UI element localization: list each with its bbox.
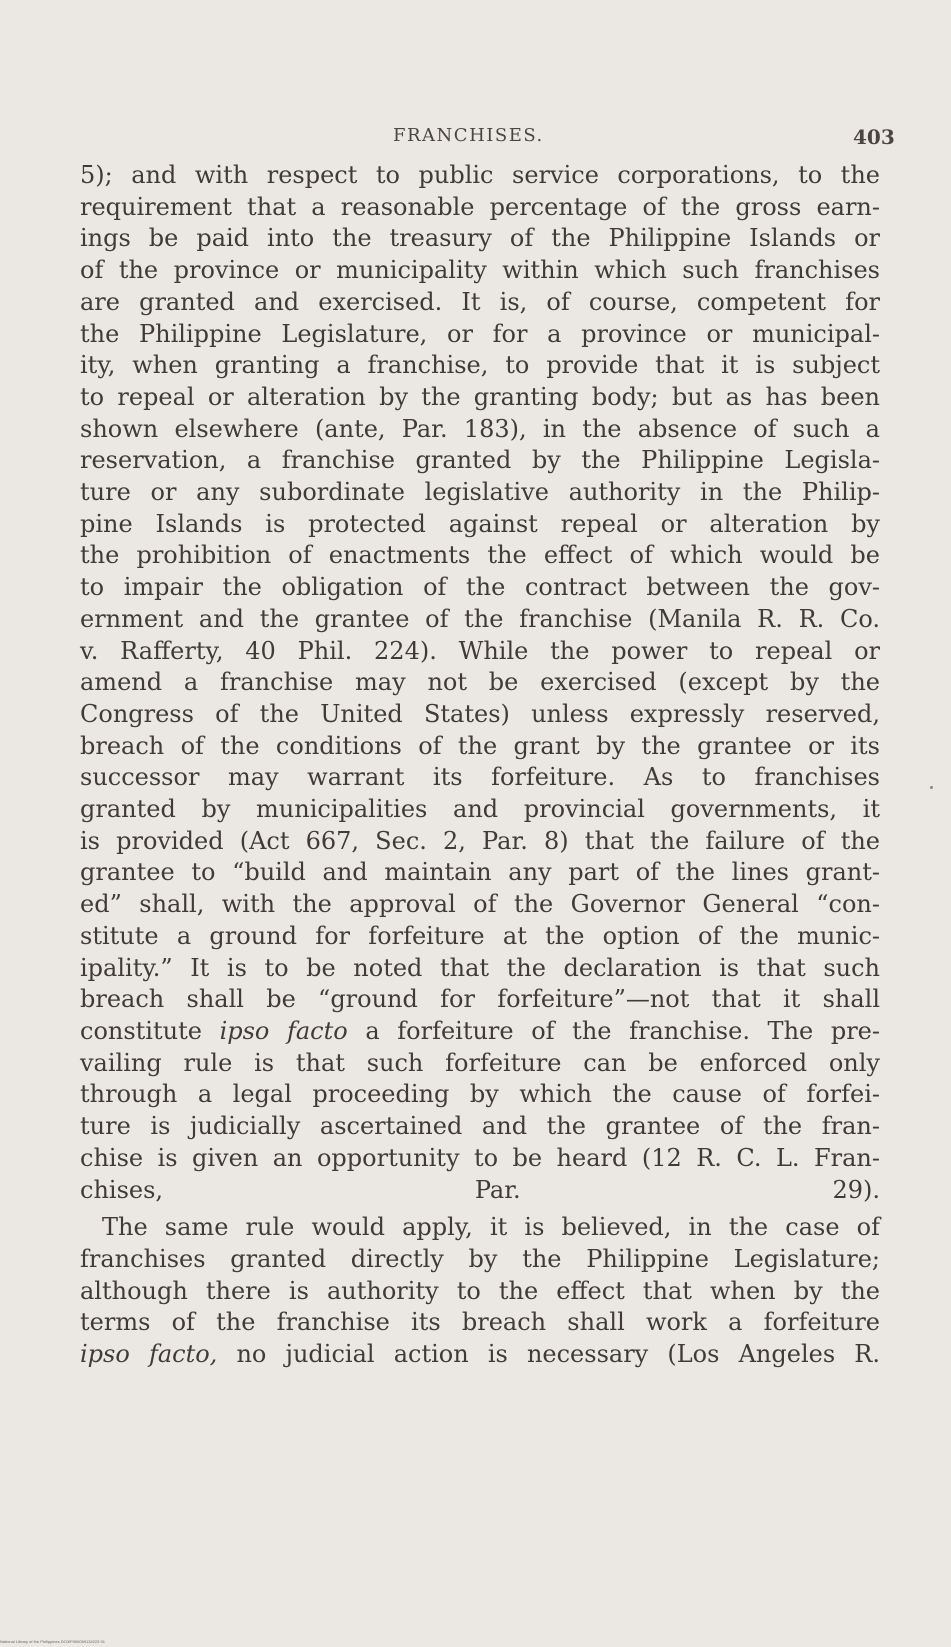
italic-phrase: ipso facto (219, 1016, 348, 1045)
text-line: vailing rule is that such forfeiture can be enforced only (80, 1048, 880, 1077)
text-line: ture is judicially ascertained and the grantee of the fran- (80, 1112, 880, 1141)
text-line: ity, when granting a franchise, to provide that it is subject (80, 351, 880, 380)
text-line: The same rule would apply, it is believed, in the case of (102, 1213, 880, 1242)
text-line: granted by municipalities and provincial governments, it (80, 795, 880, 824)
text-line: successor may warrant its forfeiture. As to franchises (80, 763, 880, 792)
text-line: the Philippine Legislature, or for a province or municipal- (80, 319, 880, 348)
text-segment: no judicial action is necessary (Los Angeles R. (217, 1340, 880, 1369)
text-line: chises, Par. 29). (80, 1175, 880, 1204)
paragraph-2 (80, 1212, 880, 1371)
text-line: of the province or municipality within which such franchises (80, 256, 880, 285)
text-line: is provided (Act 667, Sec. 2, Par. 8) that the failure of the (80, 826, 880, 855)
text-line: Congress of the United States) unless expressly reserved, (80, 699, 880, 728)
text-line: are granted and exercised. It is, of course, competent for (80, 287, 880, 316)
text-line: ed” shall, with the approval of the Governor General “con- (80, 890, 880, 919)
text-line: stitute a ground for forfeiture at the option of the munic- (80, 921, 880, 950)
text-line: breach shall be “ground for forfeiture”—not that it shall (80, 985, 880, 1014)
italic-phrase: ipso facto, (80, 1340, 218, 1369)
running-title: FRANCHISES. (393, 125, 544, 146)
body-text (80, 160, 880, 1371)
text-line: franchises granted directly by the Philippine Legislature; (80, 1244, 880, 1273)
text-line: shown elsewhere (ante, Par. 183), in the absence of such a (80, 414, 880, 443)
text-line: pine Islands is protected against repeal or alteration by (80, 509, 880, 538)
running-head (0, 125, 951, 155)
text-line: ings be paid into the treasury of the Philippine Islands or (80, 224, 880, 253)
text-line-italic (80, 1016, 880, 1048)
text-line: ernment and the grantee of the franchise (Manila R. R. Co. (80, 604, 880, 633)
text-line: the prohibition of enactments the effect of which would be (80, 541, 880, 570)
text-line: although there is authority to the effect that when by the (80, 1276, 880, 1305)
text-line: breach of the conditions of the grant by the grantee or its (80, 731, 880, 760)
paragraph-1 (80, 160, 880, 1206)
page-number: 403 (853, 125, 895, 149)
text-line: v. Rafferty, 40 Phil. 224). While the power to repeal or (80, 636, 880, 665)
text-line: chise is given an opportunity to be heard (12 R. C. L. Fran- (80, 1143, 880, 1172)
text-line: terms of the franchise its breach shall work a forfeiture (80, 1308, 880, 1337)
text-line: reservation, a franchise granted by the Philippine Legisla- (80, 446, 880, 475)
text-segment: constitute (80, 1016, 220, 1045)
text-line: requirement that a reasonable percentage of the gross earn- (80, 192, 880, 221)
text-line: to repeal or alteration by the granting body; but as has been (80, 382, 880, 411)
text-line: to impair the obligation of the contract between the gov- (80, 573, 880, 602)
text-line: through a legal proceeding by which the cause of forfei- (80, 1080, 880, 1109)
text-line-italic (80, 1339, 880, 1371)
text-line: grantee to “build and maintain any part of the lines grant- (80, 858, 880, 887)
text-line: ipality.” It is to be noted that the declaration is that such (80, 953, 880, 982)
text-line: amend a franchise may not be exercised (except by the (80, 668, 880, 697)
scan-credit: National Library of the Philippines DO3/P000059134223 91 (0, 1639, 105, 1644)
text-line: 5); and with respect to public service corporations, to the (80, 161, 880, 189)
text-line: ture or any subordinate legislative authority in the Philip- (80, 478, 880, 507)
paper-speck (930, 786, 933, 789)
text-segment: a forfeiture of the franchise. The pre- (347, 1016, 880, 1045)
